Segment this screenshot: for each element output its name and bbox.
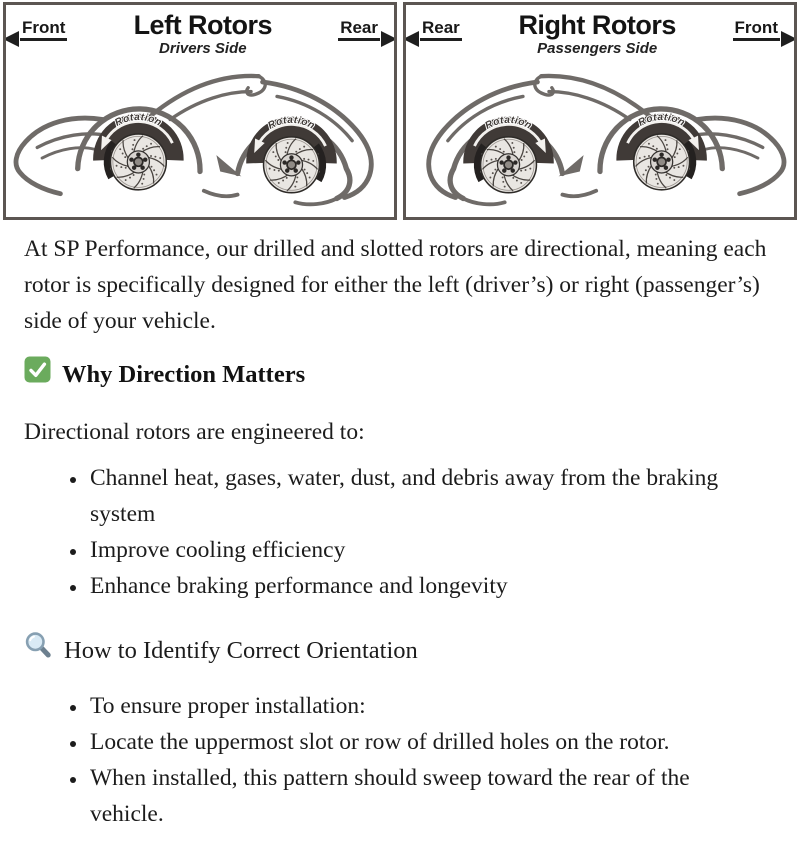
article-body (0, 220, 800, 832)
right-panel-header (406, 5, 794, 57)
rotation-label: Rotation (266, 114, 317, 132)
identify-orientation-text: How to Identify Correct Orientation (64, 636, 418, 664)
rear-label-text: Rear (340, 18, 378, 37)
list-item: • When installed, this pattern should sweep toward the rear of the vehicle. (88, 760, 760, 832)
front-direction-label (733, 18, 780, 41)
list-item: • Channel heat, gases, water, dust, and debris away from the braking system (88, 460, 760, 532)
check-mark-emoji-icon (24, 356, 51, 394)
rear-direction-label (338, 18, 380, 41)
rotation-label: Rotation (113, 111, 164, 129)
why-direction-matters-text: Why Direction Matters (62, 361, 306, 388)
rear-arrow-icon (381, 31, 397, 47)
car-diagram-left-icon (6, 55, 394, 211)
front-direction-label (20, 18, 67, 41)
list-item: • To ensure proper installation: (88, 688, 760, 724)
left-panel-title-block (134, 12, 273, 57)
left-panel-subtitle: Drivers Side (159, 40, 247, 57)
rotation-label: Rotation (636, 111, 687, 129)
rotor-direction-figure (0, 0, 800, 220)
intro-paragraph: At SP Performance, our drilled and slotted rotors are directional, meaning each rotor is specifically designed for either the left (driver’s) or right (passenger’s) side of your vehicle. (24, 236, 767, 334)
right-rotors-panel (403, 2, 797, 220)
front-arrow-icon (781, 31, 797, 47)
car-diagram-right-icon (406, 55, 794, 211)
magnifying-glass-emoji-icon (24, 631, 52, 670)
rear-label-text: Rear (422, 18, 460, 37)
rear-arrow-icon (403, 31, 419, 47)
right-panel-title-block (518, 12, 675, 57)
left-panel-title: Left Rotors (133, 10, 273, 40)
why-direction-matters-heading (24, 356, 776, 394)
identify-orientation-heading (24, 631, 776, 670)
engineered-to-lead: Directional rotors are engineered to: (24, 419, 365, 445)
list-item: • Improve cooling efficiency (88, 532, 760, 568)
benefits-list (24, 460, 760, 604)
list-item: • Locate the uppermost slot or row of drilled holes on the rotor. (88, 724, 760, 760)
right-panel-title: Right Rotors (518, 10, 676, 40)
front-arrow-icon (3, 31, 19, 47)
front-label-text: Front (22, 18, 66, 37)
front-label-text: Front (734, 18, 778, 37)
right-panel-subtitle: Passengers Side (537, 40, 658, 57)
left-panel-header (6, 5, 394, 57)
list-item: • Enhance braking performance and longevity (88, 568, 760, 604)
left-rotors-panel (3, 2, 397, 220)
installation-list (24, 688, 760, 832)
rear-direction-label (420, 18, 462, 41)
rotation-label: Rotation (483, 114, 534, 132)
